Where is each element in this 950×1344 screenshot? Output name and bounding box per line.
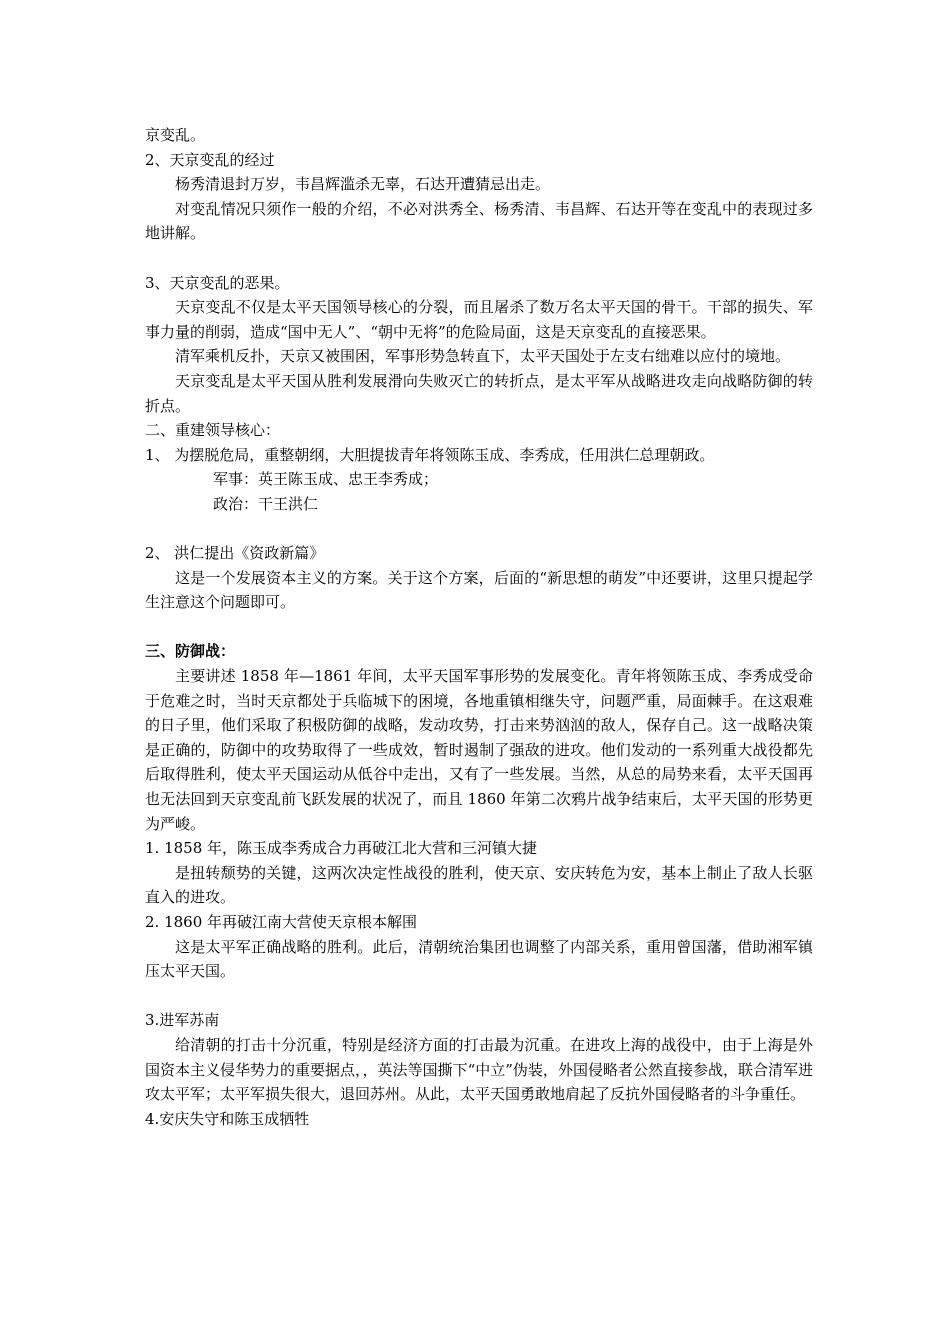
paragraph: 清军乘机反扑，天京又被围困，军事形势急转直下，太平天国处于左支右绌难以应付的境地。 [175,347,791,366]
blank-line [145,615,813,640]
paragraph: 给清朝的打击十分沉重，特别是经济方面的打击最为沉重。在进攻上海的战役中，由于上海是外国资本主义侵华势力的重要据点，，英法等国撕下“中立”伪装，外国侵略者公然直接参战，联合清军进攻太平军；太平军损失很大，退回苏州。从此，太平天国勇敢地肩起了反抗外国侵略者的斗争重任。 [145,1035,813,1104]
blank-line [145,246,813,271]
paragraph-continuation: 京变乱。 [145,126,206,144]
paragraph: 这是太平军正确战略的胜利。此后，清朝统治集团也调整了内部关系，重用曾国藩，借助湘军镇压太平天国。 [145,937,813,981]
list-item-2: 2、 洪仁提出《资政新篇》 [145,544,325,563]
chapter-heading-2: 二、重建领导核心： [145,421,281,440]
numbered-item-1: 1. 1858 年，陈玉成李秀成合力再破江北大营和三河镇大捷 [145,839,538,858]
paragraph: 对变乱情况只须作一般的介绍，不必对洪秀全、杨秀清、韦昌辉、石达开等在变乱中的表现过多地讲解。 [145,199,813,243]
list-item-1: 1、 为摆脱危局，重整朝纲，大胆提拔青年将领陈玉成、李秀成，任用洪仁总理朝政。 [145,445,715,464]
chapter-heading-3: 三、防御战： [145,642,236,661]
paragraph: 是扭转颓势的关键，这两次决定性战役的胜利，使天京、安庆转危为安，基本上制止了敌人长驱直入的进攻。 [145,863,813,907]
paragraph: 这是一个发展资本主义的方案。关于这个方案，后面的“新思想的萌发”中还要讲，这里只提起学生注意这个问题即可。 [145,568,813,612]
blank-line [145,984,813,1009]
document-page [145,123,813,1131]
numbered-item-2: 2. 1860 年再破江南大营使天京根本解围 [145,913,418,931]
paragraph: 天京变乱是太平天国从胜利发展滑向失败灭亡的转折点，是太平军从战略进攻走向战略防御的转折点。 [145,371,813,415]
paragraph: 天京变乱不仅是太平天国领导核心的分裂，而且屠杀了数万名太平天国的骨干。干部的损失、军事力量的削弱，造成“国中无人”、“朝中无将”的危险局面，这是天京变乱的直接恶果。 [145,298,813,341]
blank-line [145,517,813,542]
section-heading-3: 3、天京变乱的恶果。 [145,273,290,292]
sub-item-politics: 政治：干王洪仁 [213,494,319,513]
paragraph: 主要讲述 1858 年—1861 年间，太平天国军事形势的发展变化。青年将领陈玉成、李秀成受命于危难之时，当时天京都处于兵临城下的困境，各地重镇相继失守，问题严重，局面棘手。在这艰难的日子里，他们采取了积极防御的战略，发动攻势，打击来势汹汹的敌人，保存自己。这一战略决策是正确的，防御中的攻势取得了一些成效，暂时遏制了强敌的进攻。他们发动的一系列重大战役都先后取得胜利，使太平天国运动从低谷中走出，又有了一些发展。当然，从总的局势来看，太平天国再也无法回到天京变乱前飞跃发展的状况了，而且 1860 年第二次鸦片战争结束后，太平天国的形势更为严峻。 [145,667,813,833]
sub-item-military: 军事：英王陈玉成、忠王李秀成； [213,470,439,489]
numbered-item-4: 4.安庆失守和陈玉成牺牲 [145,1109,310,1128]
paragraph: 杨秀清退封万岁，韦昌辉滥杀无辜，石达开遭猜忌出走。 [175,175,551,194]
section-heading-2: 2、天京变乱的经过 [145,150,275,169]
numbered-item-3: 3.进军苏南 [145,1011,220,1030]
